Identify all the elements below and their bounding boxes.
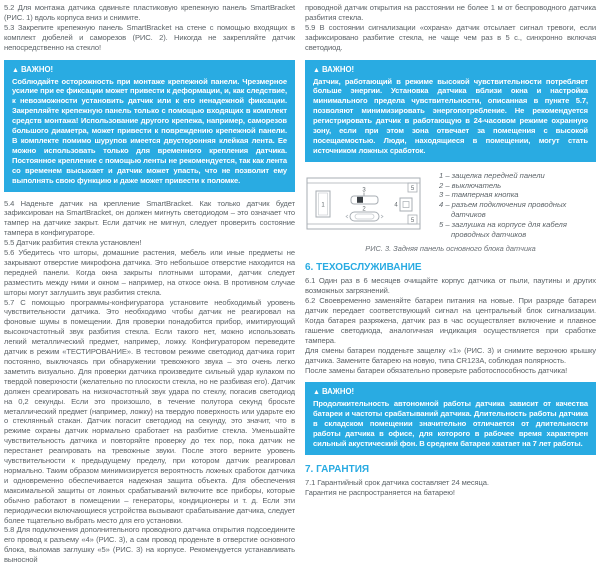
diagram-label-switch: 2	[362, 206, 366, 213]
paragraph-5-7: 5.7 С помощью программы-конфигуратора установите необходимый уровень чувствительности датчика. Это необходимо чтобы датчик не реагировал на фоновые шумы в помещении. Для проверки понадобится прибор, имитирующий высокочастотный звук разбития стекла. Если такого нет, можно использовать легкий металлический предмет, например, ложку. Конфигуратором переведите датчик в режим «ТЕСТИРОВАНИЕ». В тестовом режиме светодиод датчика горит постоянно, выключаясь при обнаружении тревожного звука – это очень легко заметить визуально. Для проверки датчика произведите сильный удар кулаком по твердой поверхности (желательно по плоскости стекла, но не разбивая его). Датчик должен среагировать на низкочастотный звук удара по стеклу, погасив светодиод на 0,2 секунды. Если это произошло, в течение полутора секунд бросьте металлический предмет (например, ложку) на твердую поверхность или ударьте ею о стеклянный стакан. Датчик погасит светодиод на секунду, это значит, что в режиме охраны датчик нормально сработает на разбитие стекла. Уменьшайте чувствительность датчика и повторяйте проверку до тех пор, пока датчик не перестанет реагировать на тревожные звуки. После этого верните уровень чувствительности к предыдущему пределу, при котором датчик реагировал нормально. Таким образом минимизируется вероятность ложных сработок датчика и одновременно обеспечивается надежная защита объекта. Для обеспечения максимальной защиты от ложных срабатываний включите все приборы, которые обычно работают в помещении – генераторы, кондиционеры и т. д. Если эти периодически включающиеся устройства вызывают срабатывание датчика, следует более тщательно выбрать место для его установки.	[4, 297, 295, 525]
paragraph-6-1: 6.1 Один раз в 6 месяцев очищайте корпус датчика от пыли, паутины и других возможных загрязнений.	[305, 276, 596, 296]
legend-item-3: 3 – тамперная кнопка	[439, 190, 519, 200]
warning-triangle-icon: ▲	[313, 66, 320, 74]
warning-triangle-icon: ▲	[313, 389, 320, 397]
paragraph-5-9: 5.9 В состоянии сигнализации «охрана» датчик отсылает сигнал тревоги, если зафиксировано разбитие стекла, не чаще чем раз в 5 с., синхронно включая светодиод.	[305, 22, 596, 52]
legend-item-5: 5 – заглушка на корпусе для кабеля проводных датчиков	[439, 219, 567, 239]
warning-triangle-icon: ▲	[12, 66, 19, 74]
paragraph-6-2c: После замены батареи обязательно проверьте работоспособность датчика!	[305, 365, 568, 375]
paragraph-7-1: 7.1 Гарантийный срок датчика составляет 24 месяца.	[305, 477, 489, 487]
warning-body: Соблюдайте осторожность при монтаже крепежной панели. Чрезмерное усилие при ее фиксации может привести к деформации, и, как следствие, к невозможности установить датчик или к его ненадежной фиксации. Закрепляйте крепежную панель только с помощью входящих в комплект средств монтажа! Использование другого крепежа, например, саморезов большого диаметра, может привести к повреждению крепежной панели. В комплекте помимо шурупов имеется двусторонняя клейкая лента. Ее можно использовать только для временного крепления датчика. Постоянное крепление с помощью ленты не рекомендуется, так как лента со временем высыхает и датчик может упасть, что не позволит ему выполнять свою функцию и даже может привести к поломке.	[12, 76, 287, 185]
warning-label: ВАЖНО!	[321, 387, 355, 397]
paragraph-5-2: 5.2 Для монтажа датчика сдвиньте пластиковую крепежную панель SmartBracket (РИС. 1) вдоль корпуса вниз и снимите.	[4, 3, 295, 22]
warning-title	[313, 387, 588, 398]
paragraph-7-2: Гарантия не распространяется на батарею!	[305, 487, 455, 497]
sensor-back-panel-diagram	[305, 171, 425, 240]
back-panel-schematic	[305, 175, 423, 233]
warning-label: ВАЖНО!	[321, 64, 355, 74]
paragraph-6-2: 6.2 Своевременно заменяйте батареи питания на новые. При разряде батареи датчик передает соответствующий сигнал на центральный блок сигнализации. Когда батарея разряжена, датчик раз в час осуществляет включение и плавное гашение светодиода, аналогичная индикация осуществляется при сработке тампера.	[305, 296, 596, 345]
warning-label: ВАЖНО!	[20, 64, 54, 74]
section-title-warranty: 7. ГАРАНТИЯ	[305, 463, 370, 475]
paragraph-5-6: 5.6 Убедитесь что шторы, домашние растения, мебель или иные предметы не закрывают отверстие микрофона датчика. Это небольшое отверстие находится на передней панели. Когда окна закрыты плотными шторами, датчик следует разместить между ними и окном – например, на откосе окна. В противном случае шторы могут заглушить звук разбития стекла.	[4, 248, 295, 297]
paragraph-5-3: 5.3 Закрепите крепежную панель SmartBracket на стене с помощью входящих в комплект дюбелей и саморезов (РИС. 2). Никогда не закрепляйте датчик непосредственно на стекло!	[4, 22, 295, 52]
section-title-maintenance: 6. ТЕХОБСЛУЖИВАНИЕ	[305, 262, 422, 274]
warning-title	[12, 65, 287, 76]
diagram-label-tamper: 3	[362, 187, 366, 194]
paragraph-5-5: 5.5 Датчик разбития стекла установлен!	[4, 238, 142, 248]
legend-item-1: 1 – защелка передней панели	[439, 170, 545, 180]
diagram-label-plug-top: 5	[410, 185, 415, 192]
warning-box-battery	[305, 382, 596, 455]
warning-title	[313, 65, 588, 76]
diagram-label-latch: 1	[321, 202, 325, 209]
warning-body: Датчик, работающий в режиме высокой чувствительности потребляет больше энергии. Установка датчика вблизи окна и настройка минимального предела чувствительности, описанная в пункте 5.7, позволяют минимизировать энергопотребление. Не рекомендуется регистрировать датчик в работающую в 24-часовом режиме охранную зону, если при этом зона отвечает за помещения с высокой посещаемостью. Люди, находящиеся в помещении, могут стать источником ложных сработок.	[313, 76, 588, 155]
warning-box-sensitivity	[305, 60, 596, 162]
paragraph-5-8-continued: проводной датчик открытия на расстоянии не более 1 м от беспроводного датчика разбития стекла.	[305, 3, 596, 22]
figure-caption: РИС. 3. Задняя панель основного блока датчика	[365, 244, 536, 254]
diagram-label-plug-bottom: 5	[410, 217, 415, 224]
figure-3	[305, 171, 596, 240]
warning-box-mounting	[4, 60, 295, 192]
legend-item-4: 4 – разъем подключения проводных датчиков	[439, 200, 567, 219]
legend-item-2: 2 – выключатель	[439, 180, 502, 190]
paragraph-5-4: 5.4 Наденьте датчик на крепление SmartBracket. Как только датчик будет зафиксирован на SmartBracket, он должен мигнуть светодиодом – это означает что тампер на датчике закрыт. Если датчик не мигнул, следует проверить состояние тампера в конфигураторе.	[4, 198, 295, 238]
warning-body: Продолжительность автономной работы датчика зависит от качества батареи и частоты срабатываний датчика. Длительность работы датчика в складском помещении значительно отличается от длительности работы датчика в офисе, для которого в рабочее время характерен сильный акустический фон. В среднем батареи хватает на 7 лет работы.	[313, 399, 588, 449]
figure-legend	[439, 171, 596, 240]
diagram-label-connector: 4	[394, 202, 398, 209]
right-column	[305, 3, 596, 565]
paragraph-6-2b: Для смены батареи подденьте защелку «1» (РИС. 3) и снимите верхнюю крышку датчика. Замените батарею на новую, типа CR123A, соблюдая полярность.	[305, 345, 596, 365]
left-column	[4, 3, 295, 565]
paragraph-5-8: 5.8 Для подключения дополнительного проводного датчика открытия подсоедините его провод к разъему «4» (РИС. 3), а сам провод проденьте в отверстие основного блока, выломав заглушку «5» (РИС. 3) на корпусе. Рекомендуется устанавливать выносной	[4, 525, 295, 565]
